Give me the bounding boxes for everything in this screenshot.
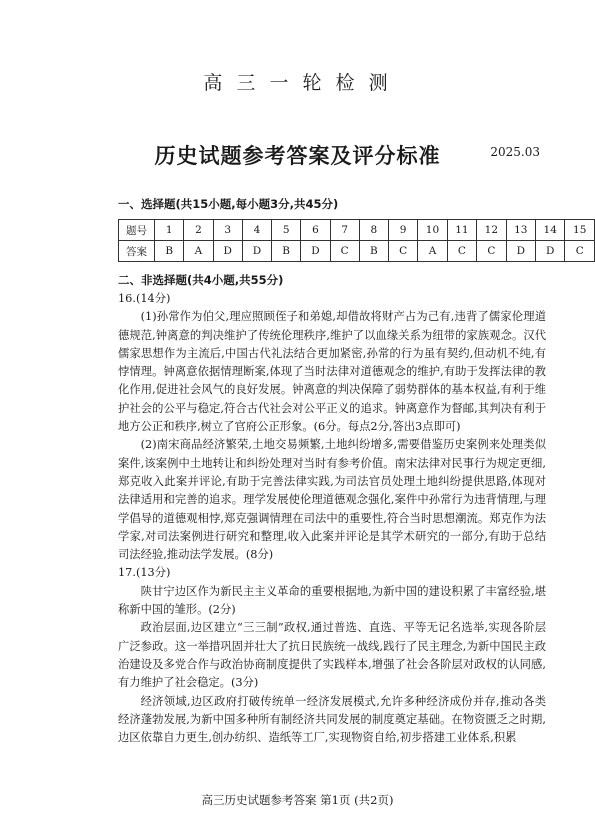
answer-cell: A [418,241,447,262]
question-number-cell: 1 [155,220,184,241]
answer-cell: C [477,241,506,262]
question-number-cell: 6 [301,220,330,241]
answer-cell: A [184,241,213,262]
answer-table-answer-row [119,241,595,262]
question-number-cell: 10 [418,220,447,241]
q17-intro: 陕甘宁边区作为新民主主义革命的重要根据地,为新中国的建设积累了丰富经验,堪称新中国的雏形。(2分) [118,584,546,617]
answer-cell: C [565,241,595,262]
q17-economic: 经济领域,边区政府打破传统单一经济发展模式,允许多种经济成份并存,推动各类经济蓬勃发展,为新中国多种所有制经济共同发展的制度奠定基础。在物资匮乏之时期,边区依靠自力更生,创办纺织、造纸等工厂,实现物资自给,初步搭建工业体系,积累 [118,694,546,745]
section1-heading: 一、选择题(共15小题,每小题3分,共45分) [118,197,339,211]
answer-cell: D [536,241,565,262]
q16-heading: 16.(14分) [118,292,171,305]
document-date: 2025.03 [490,145,540,159]
question-number-cell: 3 [213,220,242,241]
exam-header: 高 三 一 轮 检 测 [203,72,392,94]
answer-cell: D [242,241,271,262]
q17-political: 政治层面,边区建立“三三制”政权,通过普选、直选、平等无记名选举,实现各阶层广泛参政。这一举措巩固并壮大了抗日民族统一战线,践行了民主理念,为新中国民主政治建设及多党合作与政治协商制度提供了实践样本,增强了社会各阶层对政权的认同感,有力维护了社会稳定。(3分) [118,621,546,690]
q17-heading: 17.(13分) [118,566,171,580]
answer-cell: C [330,241,359,262]
answer-row-label: 答案 [119,241,155,262]
answer-cell: D [301,241,330,262]
answer-cell: B [155,241,184,262]
answer-cell: D [506,241,535,262]
question-number-cell: 8 [359,220,388,241]
section2-body [118,290,546,747]
page-footer: 高三历史试题参考答案 第1页 (共2页) [201,793,394,807]
question-number-cell: 5 [272,220,301,241]
answer-cell: C [389,241,418,262]
answer-cell: B [272,241,301,262]
answer-table [118,219,595,262]
q16-part2-answer: (2)南宋商品经济繁荣,土地交易频繁,土地纠纷增多,需要借鉴历史案例来处理类似案件,该案例中土地转让和纠纷处理对当时有参考价值。南宋法律对民事行为规定更细,郑克收入此案并评论,有助于完善法律实践,为司法官员处理土地纠纷提供思路,体现对法律适用和完善的追求。理学发展使伦理道德观念强化,案件中孙常行为违背情理,与理学倡导的道德观相悖,郑克强调情理在司法中的重要性,符合当时思想潮流。郑克作为法学家,对司法案例进行研究和整理,收入此案并评论是其学术研究的一部分,有助于总结司法经验,推动法学发展。(8分) [118,438,546,562]
answer-cell: C [447,241,476,262]
question-number-cell: 2 [184,220,213,241]
section2-heading: 二、非选择题(共4小题,共55分) [118,273,284,287]
question-number-cell: 9 [389,220,418,241]
question-number-cell: 13 [506,220,535,241]
question-number-cell: 4 [242,220,271,241]
q16-part1-answer: (1)孙常作为伯父,理应照顾侄子和弟媳,却借故将财产占为己有,违背了儒家伦理道德规范,钟离意的判决维护了传统伦理秩序,维护了以血缘关系为纽带的家族观念。汉代儒家思想作为主流后,中国古代礼法结合更加紧密,孙常的行为虽有契约,但动机不纯,有悖情理。钟离意依据情理断案,体现了当时法律对道德观念的维护,有助于发挥法律的教化作用,促进社会风气的良好发展。钟离意的判决保障了弱势群体的基本权益,有利于维护社会的公平与稳定,符合古代社会对公平正义的追求。钟离意作为督邮,其判决有利于地方公正和秩序,树立了官府公正形象。(6分。每点2分,答出3点即可) [118,310,546,434]
answer-table-number-row [119,220,595,241]
answer-cell: D [213,241,242,262]
number-row-label: 题号 [119,220,155,241]
question-number-cell: 15 [565,220,595,241]
document-title: 历史试题参考答案及评分标准 [154,143,441,168]
question-number-cell: 14 [536,220,565,241]
answer-cell: B [359,241,388,262]
question-number-cell: 12 [477,220,506,241]
question-number-cell: 11 [447,220,476,241]
question-number-cell: 7 [330,220,359,241]
